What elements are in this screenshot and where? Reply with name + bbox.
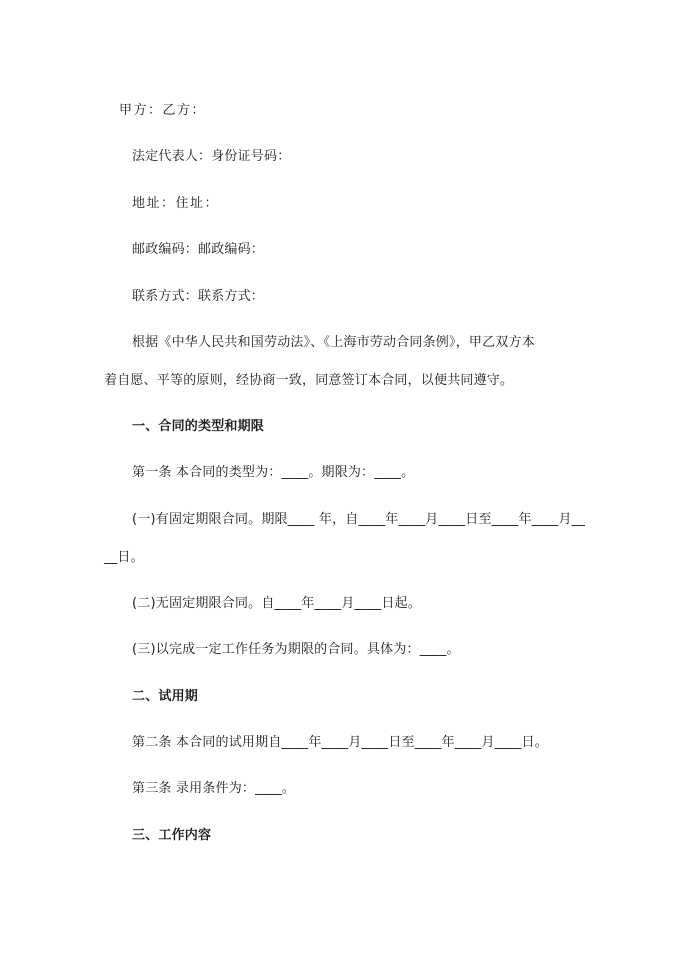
legal-representative-line: 法定代表人：身份证号码： bbox=[132, 149, 291, 164]
article-3: 第三条 录用条件为：____。 bbox=[132, 781, 296, 796]
item-1-line-1: (一)有固定期限合同。期限____ 年，自____年____月____日至____年____月__ bbox=[132, 512, 586, 527]
item-2: (二)无固定期限合同。自____年____月____日起。 bbox=[132, 596, 421, 611]
section-3-heading: 三、工作内容 bbox=[132, 828, 212, 843]
item-3: (三)以完成一定工作任务为期限的合同。具体为：____。 bbox=[132, 642, 460, 657]
postcode-line: 邮政编码：邮政编码： bbox=[132, 242, 265, 257]
party-line: 甲方：乙方： bbox=[119, 103, 207, 118]
address-line: 地址：住址： bbox=[132, 196, 220, 211]
section-2-heading: 二、试用期 bbox=[132, 689, 199, 704]
intro-paragraph-line-2: 着自愿、平等的原则，经协商一致，同意签订本合同，以便共同遵守。 bbox=[104, 373, 514, 388]
item-1-line-2: __日。 bbox=[104, 550, 144, 565]
article-2: 第二条 本合同的试用期自____年____月____日至____年____月____日。 bbox=[132, 735, 548, 750]
contact-line: 联系方式：联系方式： bbox=[132, 289, 265, 304]
article-1: 第一条 本合同的类型为：____。期限为：____。 bbox=[132, 465, 415, 480]
intro-paragraph-line-1: 根据《中华人民共和国劳动法》、《上海市劳动合同条例》，甲乙双方本 bbox=[132, 335, 535, 350]
section-1-heading: 一、合同的类型和期限 bbox=[132, 419, 265, 434]
